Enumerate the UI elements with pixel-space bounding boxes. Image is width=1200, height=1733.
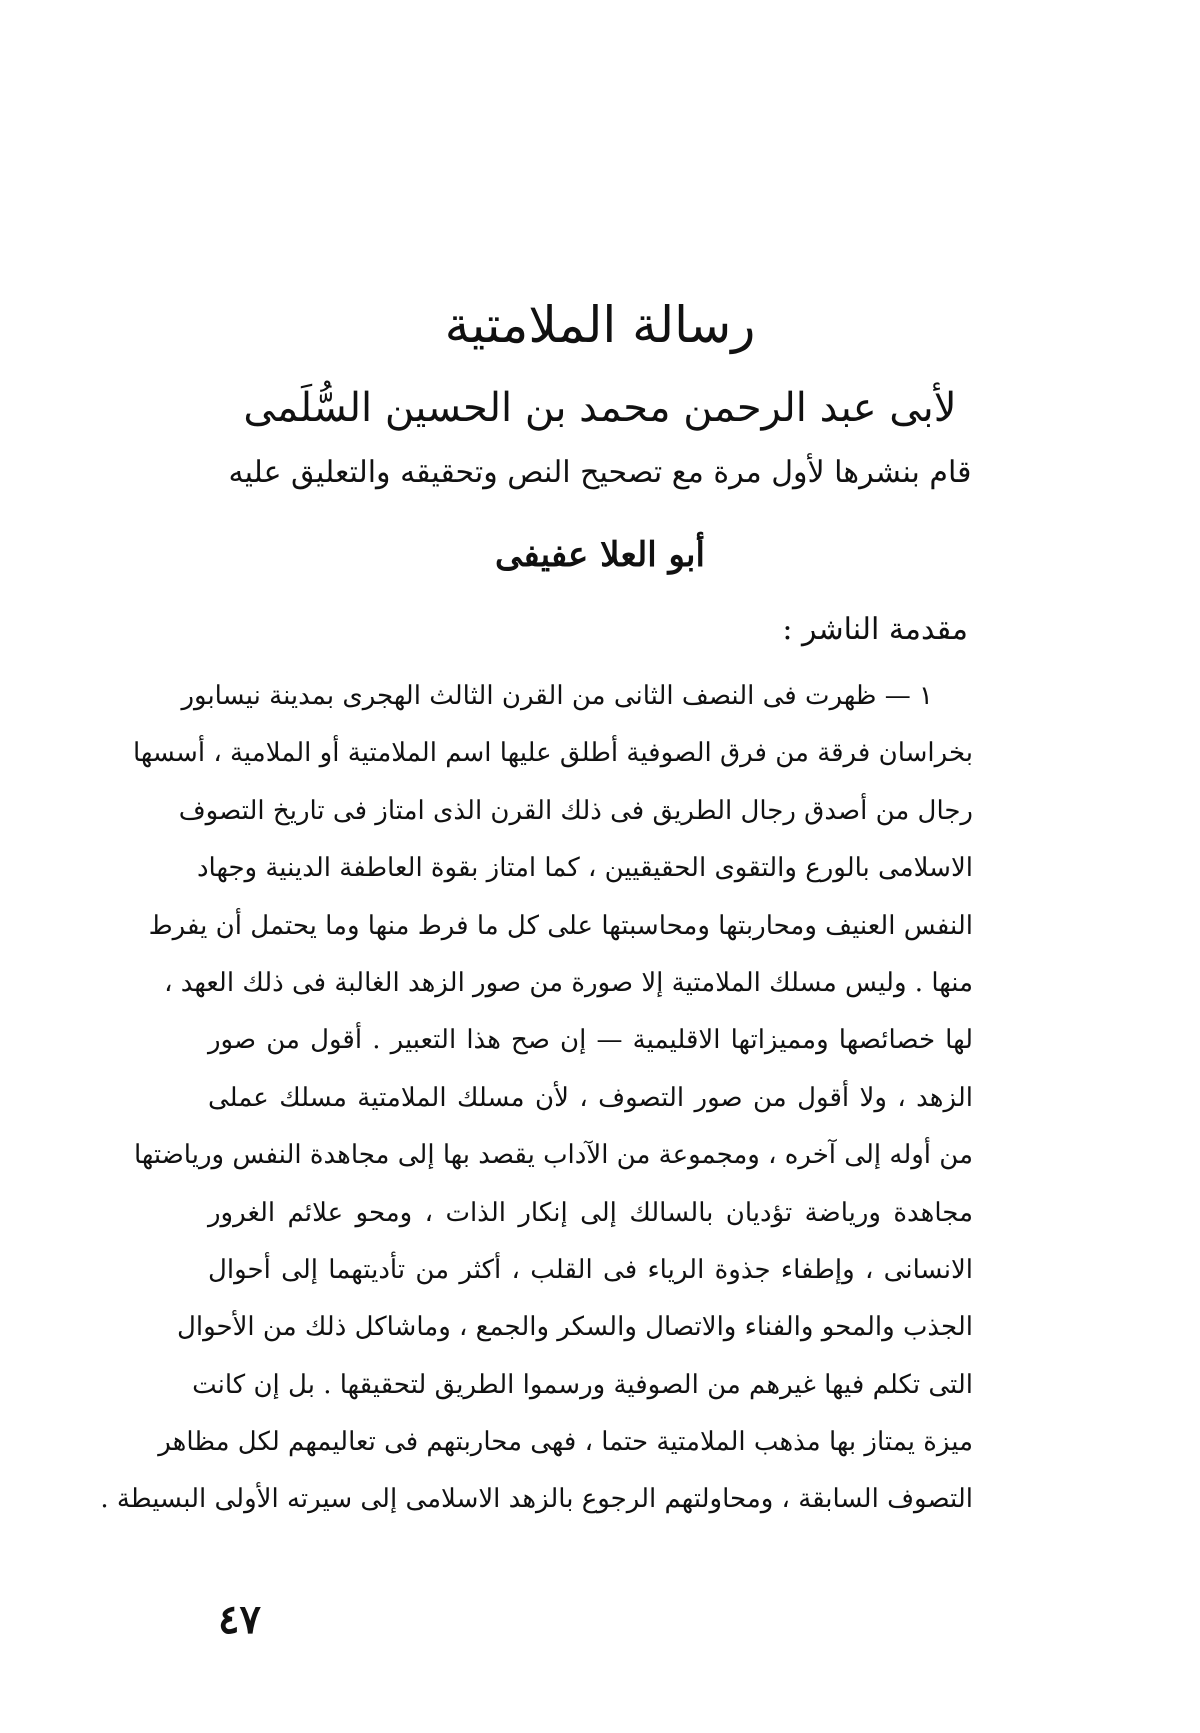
body-line: لها خصائصها ومميزاتها الاقليمية — إن صح هذا التعبير . أقول من صور xyxy=(208,1025,973,1056)
section-heading: مقدمة الناشر : xyxy=(782,612,968,647)
editor-note: قام بنشرها لأول مرة مع تصحيح النص وتحقيقه والتعليق عليه xyxy=(228,455,972,490)
body-line: النفس العنيف ومحاربتها ومحاسبتها على كل ما فرط منها وما يحتمل أن يفرط xyxy=(148,910,973,941)
body-paragraph xyxy=(100,668,973,1529)
body-line: مجاهدة ورياضة تؤديان بالسالك إلى إنكار الذات ، ومحو علائم الغرور xyxy=(208,1197,973,1228)
body-line: الجذب والمحو والفناء والاتصال والسكر والجمع ، وماشاكل ذلك من الأحوال xyxy=(176,1312,973,1343)
body-line: الاسلامى بالورع والتقوى الحقيقيين ، كما امتاز بقوة العاطفة الدينية وجهاد xyxy=(196,853,973,884)
body-line: بخراسان فرقة من فرق الصوفية أطلق عليها اسم الملامتية أو الملامية ، أسسها xyxy=(132,738,973,769)
body-line: ميزة يمتاز بها مذهب الملامتية حتما ، فهى محاربتهم فى تعاليمهم لكل مظاهر xyxy=(158,1427,973,1458)
page-title: رسالة الملامتية xyxy=(444,296,756,354)
body-line: الزهد ، ولا أقول من صور التصوف ، لأن مسلك الملامتية مسلك عملى xyxy=(208,1082,973,1113)
body-line: من أوله إلى آخره ، ومجموعة من الآداب يقصد بها إلى مجاهدة النفس ورياضتها xyxy=(133,1140,973,1171)
body-line: ١ — ظهرت فى النصف الثانى من القرن الثالث الهجرى بمدينة نيسابور xyxy=(181,681,933,711)
body-line: رجال من أصدق رجال الطريق فى ذلك القرن الذى امتاز فى تاريخ التصوف xyxy=(178,795,973,826)
body-line: التى تكلم فيها غيرهم من الصوفية ورسموا الطريق لتحقيقها . بل إن كانت xyxy=(192,1369,973,1400)
body-line: منها . وليس مسلك الملامتية إلا صورة من صور الزهد الغالبة فى ذلك العهد ، xyxy=(164,967,973,998)
body-line: الانسانى ، وإطفاء جذوة الرياء فى القلب ، أكثر من تأديتهما إلى أحوال xyxy=(208,1254,973,1285)
editor-name: أبو العلا عفيفى xyxy=(495,535,705,575)
page-number: ٤٧ xyxy=(218,1596,261,1643)
body-line: التصوف السابقة ، ومحاولتهم الرجوع بالزهد الاسلامى إلى سيرته الأولى البسيطة . xyxy=(100,1484,973,1515)
author-line: لأبى عبد الرحمن محمد بن الحسين السُّلَمى xyxy=(243,385,957,431)
